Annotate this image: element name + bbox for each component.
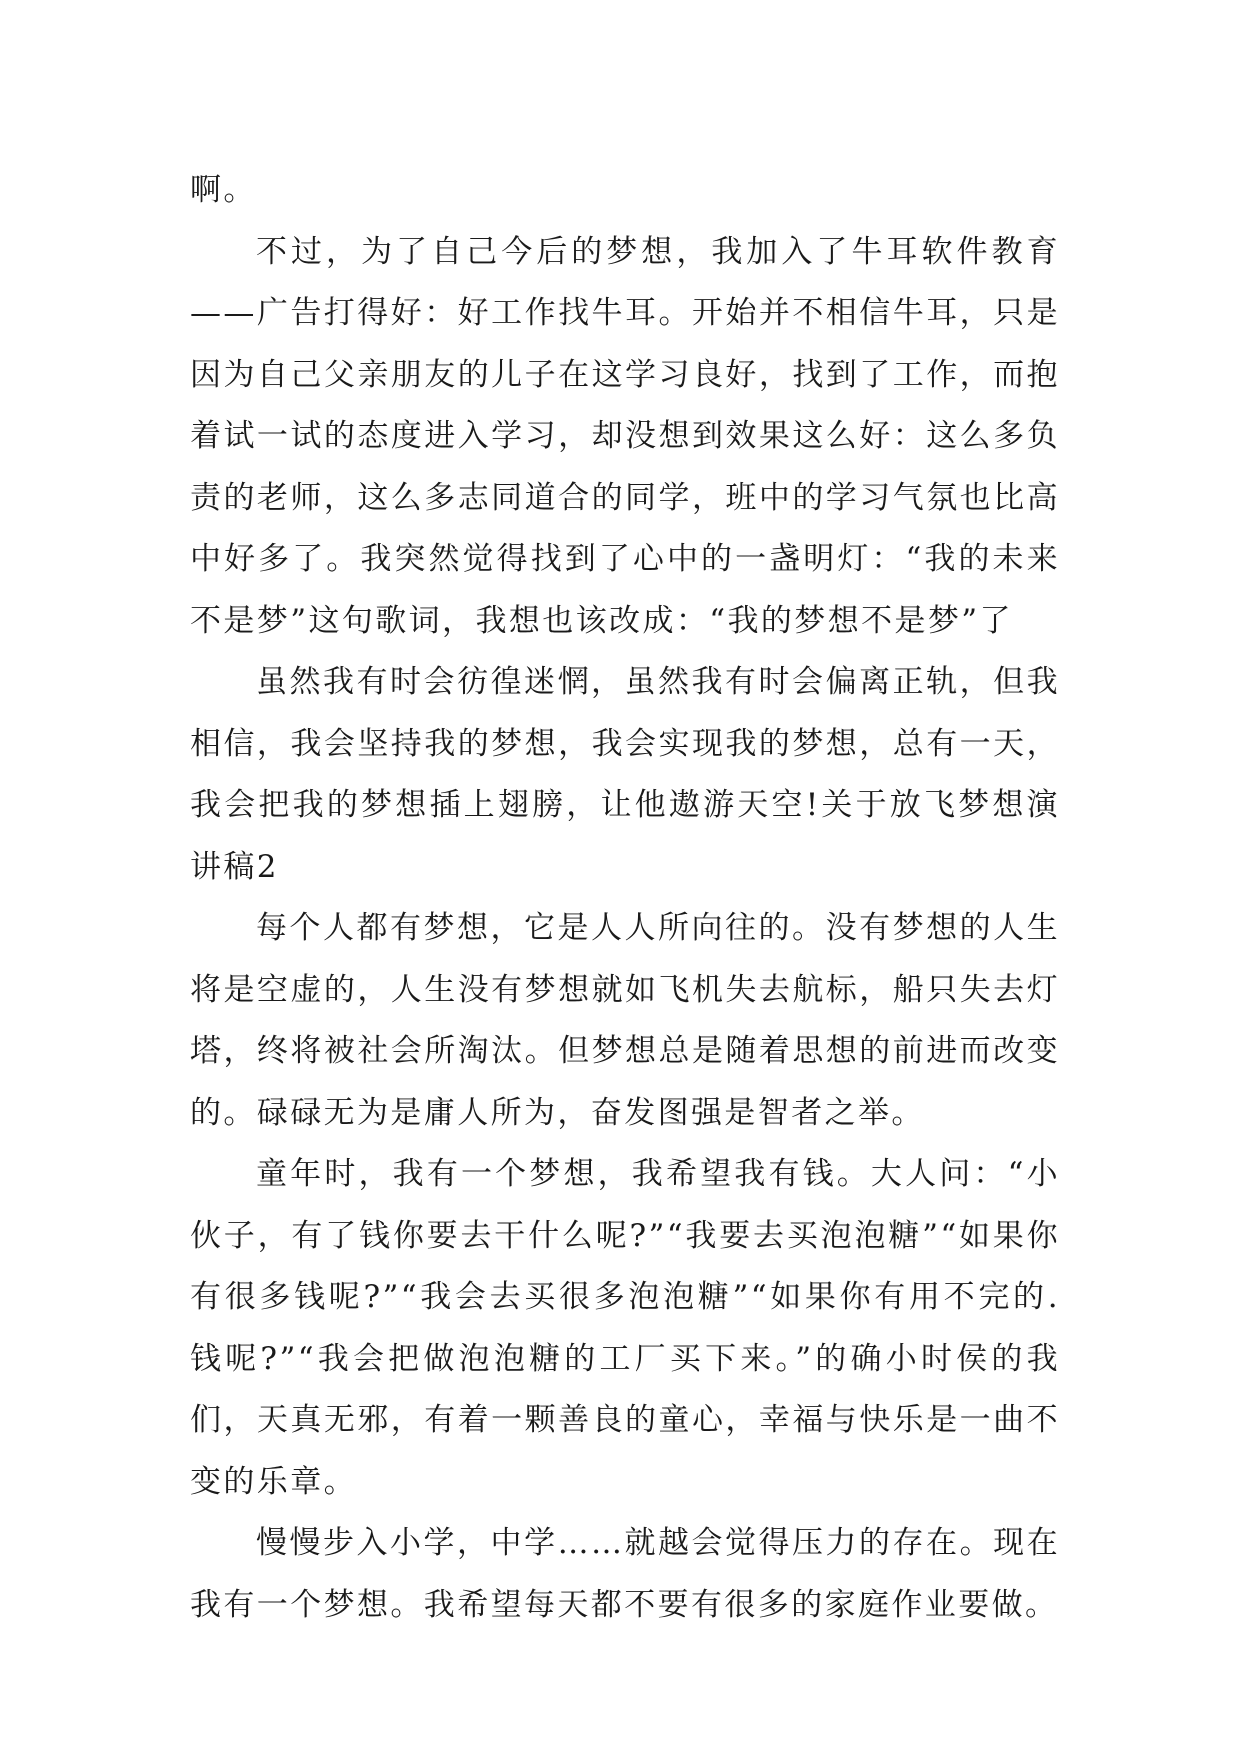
paragraph-6: 慢慢步入小学，中学……就越会觉得压力的存在。现在我有一个梦想。我希望每天都不要有很多的家庭作业要做。	[190, 1525, 1060, 1623]
paragraph-1: 啊。	[190, 172, 257, 208]
paragraph-4: 每个人都有梦想，它是人人所向往的。没有梦想的人生将是空虚的，人生没有梦想就如飞机失去航标，船只失去灯塔，终将被社会所淘汰。但梦想总是随着思想的前进而改变的。碌碌无为是庸人所为，奋发图强是智者之举。	[190, 910, 1060, 1131]
paragraph-3: 虽然我有时会彷徨迷惘，虽然我有时会偏离正轨，但我相信，我会坚持我的梦想，我会实现我的梦想，总有一天，我会把我的梦想插上翅膀，让他遨游天空!关于放飞梦想演讲稿2	[190, 664, 1060, 885]
paragraph-2: 不过，为了自己今后的梦想，我加入了牛耳软件教育——广告打得好：好工作找牛耳。开始并不相信牛耳，只是因为自己父亲朋友的儿子在这学习良好，找到了工作，而抱着试一试的态度进入学习，却没想到效果这么好：这么多负责的老师，这么多志同道合的同学，班中的学习气氛也比高中好多了。我突然觉得找到了心中的一盏明灯：“我的未来不是梦”这句歌词，我想也该改成：“我的梦想不是梦”了	[190, 233, 1060, 639]
paragraph-5: 童年时，我有一个梦想，我希望我有钱。大人问：“小伙子，有了钱你要去干什么呢?”“我要去买泡泡糖”“如果你有很多钱呢?”“我会去买很多泡泡糖”“如果你有用不完的.钱呢?”“我会把做泡泡糖的工厂买下来。”的确小时侯的我们，天真无邪，有着一颗善良的童心，幸福与快乐是一曲不变的乐章。	[190, 1156, 1060, 1500]
document-page	[190, 160, 1060, 1636]
